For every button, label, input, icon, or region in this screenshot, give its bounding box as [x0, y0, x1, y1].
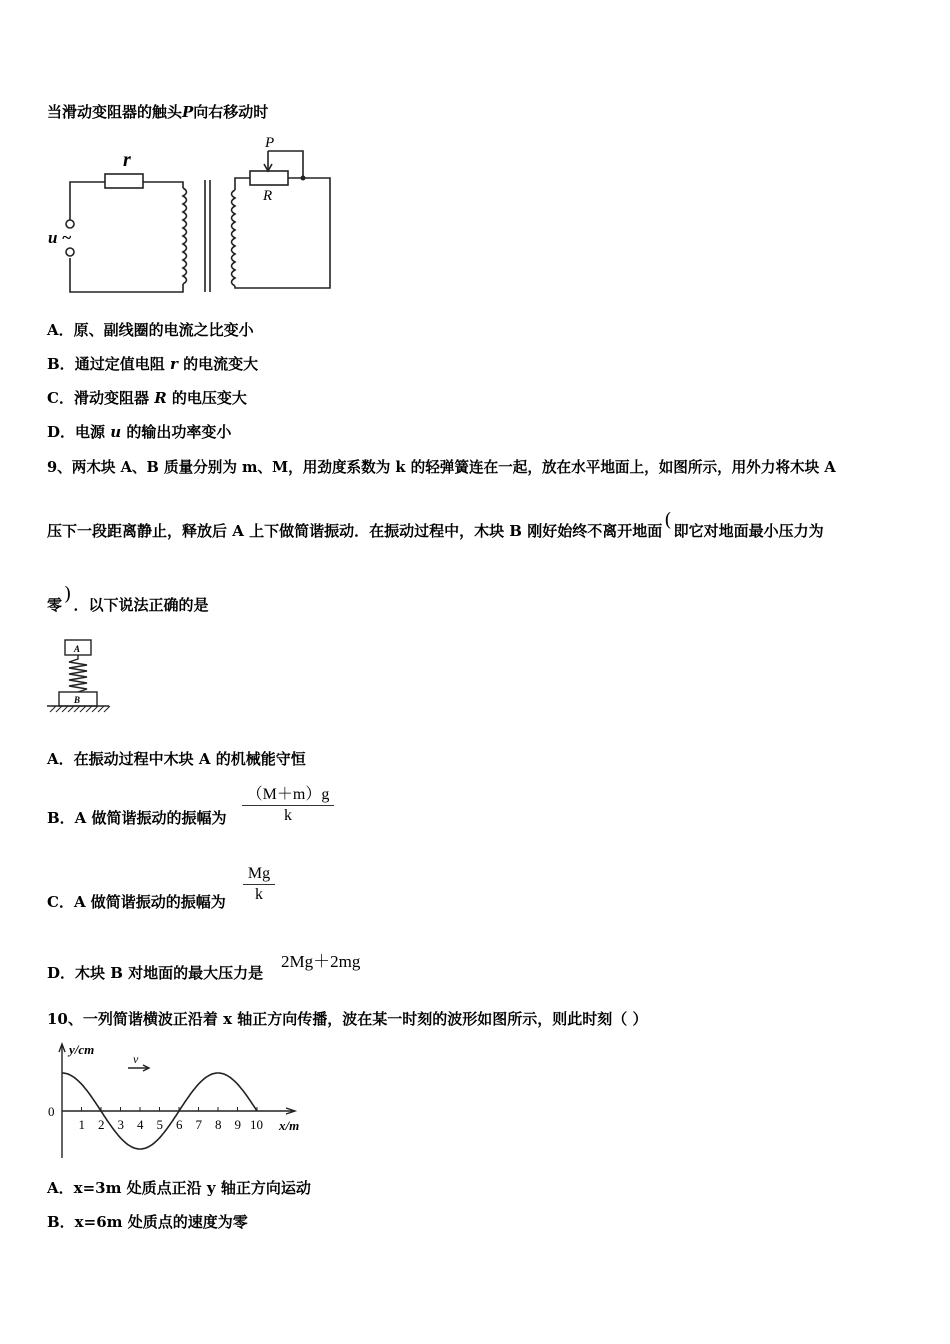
paren-close: )	[64, 583, 72, 605]
velocity-label: v	[133, 1052, 139, 1066]
q10-stem: 10、一列简谐横波正沿着 x 轴正方向传播，波在某一时刻的波形如图所示，则此时刻（ ）	[47, 1010, 648, 1028]
y-axis-label: y/cm	[69, 1042, 95, 1057]
label-P: P	[265, 135, 275, 151]
q9-stem-line3: 零 ) ．以下说法正确的是	[47, 583, 209, 614]
x-tick-label: 6	[176, 1117, 183, 1132]
x-tick-label: 4	[137, 1117, 144, 1132]
q8-option-b: B．通过定值电阻 r 的电流变大	[47, 355, 259, 373]
q9-option-b-fraction: （M＋m）g k	[242, 781, 334, 825]
q8-option-d: D．电源 u 的输出功率变小	[47, 423, 232, 441]
origin-label: 0	[48, 1104, 55, 1119]
x-tick-label: 7	[195, 1117, 202, 1132]
transformer-circuit-figure	[45, 130, 345, 305]
spring-blocks-figure	[45, 635, 115, 720]
x-tick-label: 2	[98, 1117, 105, 1132]
q9-option-b: B．A 做简谐振动的振幅为	[47, 809, 227, 827]
block-a-label: A	[74, 644, 81, 654]
x-tick-label: 1	[78, 1117, 85, 1132]
q10-option-a: A．x=3m 处质点正沿 y 轴正方向运动	[47, 1179, 311, 1197]
q9-option-a: A．在振动过程中木块 A 的机械能守恒	[47, 750, 306, 768]
x-tick-label: 5	[156, 1117, 163, 1132]
q8-option-a: A．原、副线圈的电流之比变小	[47, 321, 254, 339]
x-tick-label: 3	[117, 1117, 124, 1132]
x-tick-label: 10	[250, 1117, 263, 1132]
x-tick-label: 9	[234, 1117, 241, 1132]
label-u: u ~	[48, 228, 72, 247]
q8-option-c: C．滑动变阻器 R 的电压变大	[47, 389, 247, 407]
label-R: R	[263, 188, 273, 204]
q9-option-c: C．A 做简谐振动的振幅为	[47, 893, 226, 911]
q9-stem-line2: 压下一段距离静止，释放后 A 上下做简谐振动．在振动过程中，木块 B 刚好始终不离开地面 ( 即它对地面最小压力为	[47, 509, 824, 540]
q9-option-d-expression: 2Mg＋2mg	[281, 952, 361, 971]
q8-stem: 当滑动变阻器的触头P向右移动时	[47, 103, 269, 121]
label-r: r	[123, 149, 131, 171]
q10-option-b: B．x=6m 处质点的速度为零	[47, 1213, 248, 1231]
x-tick-label: 8	[215, 1117, 222, 1132]
block-b-label: B	[74, 695, 81, 705]
paren-open: (	[664, 509, 672, 531]
x-axis-label: x/m	[279, 1118, 300, 1133]
q9-option-d: D．木块 B 对地面的最大压力是	[47, 964, 264, 982]
q9-option-c-fraction: Mg k	[243, 865, 275, 904]
q9-stem-line1: 9、两木块 A、B 质量分别为 m、M，用劲度系数为 k 的轻弹簧连在一起，放在水平地面上，如图所示，用外力将木块 A	[47, 459, 836, 476]
wave-graph-figure	[42, 1038, 307, 1163]
